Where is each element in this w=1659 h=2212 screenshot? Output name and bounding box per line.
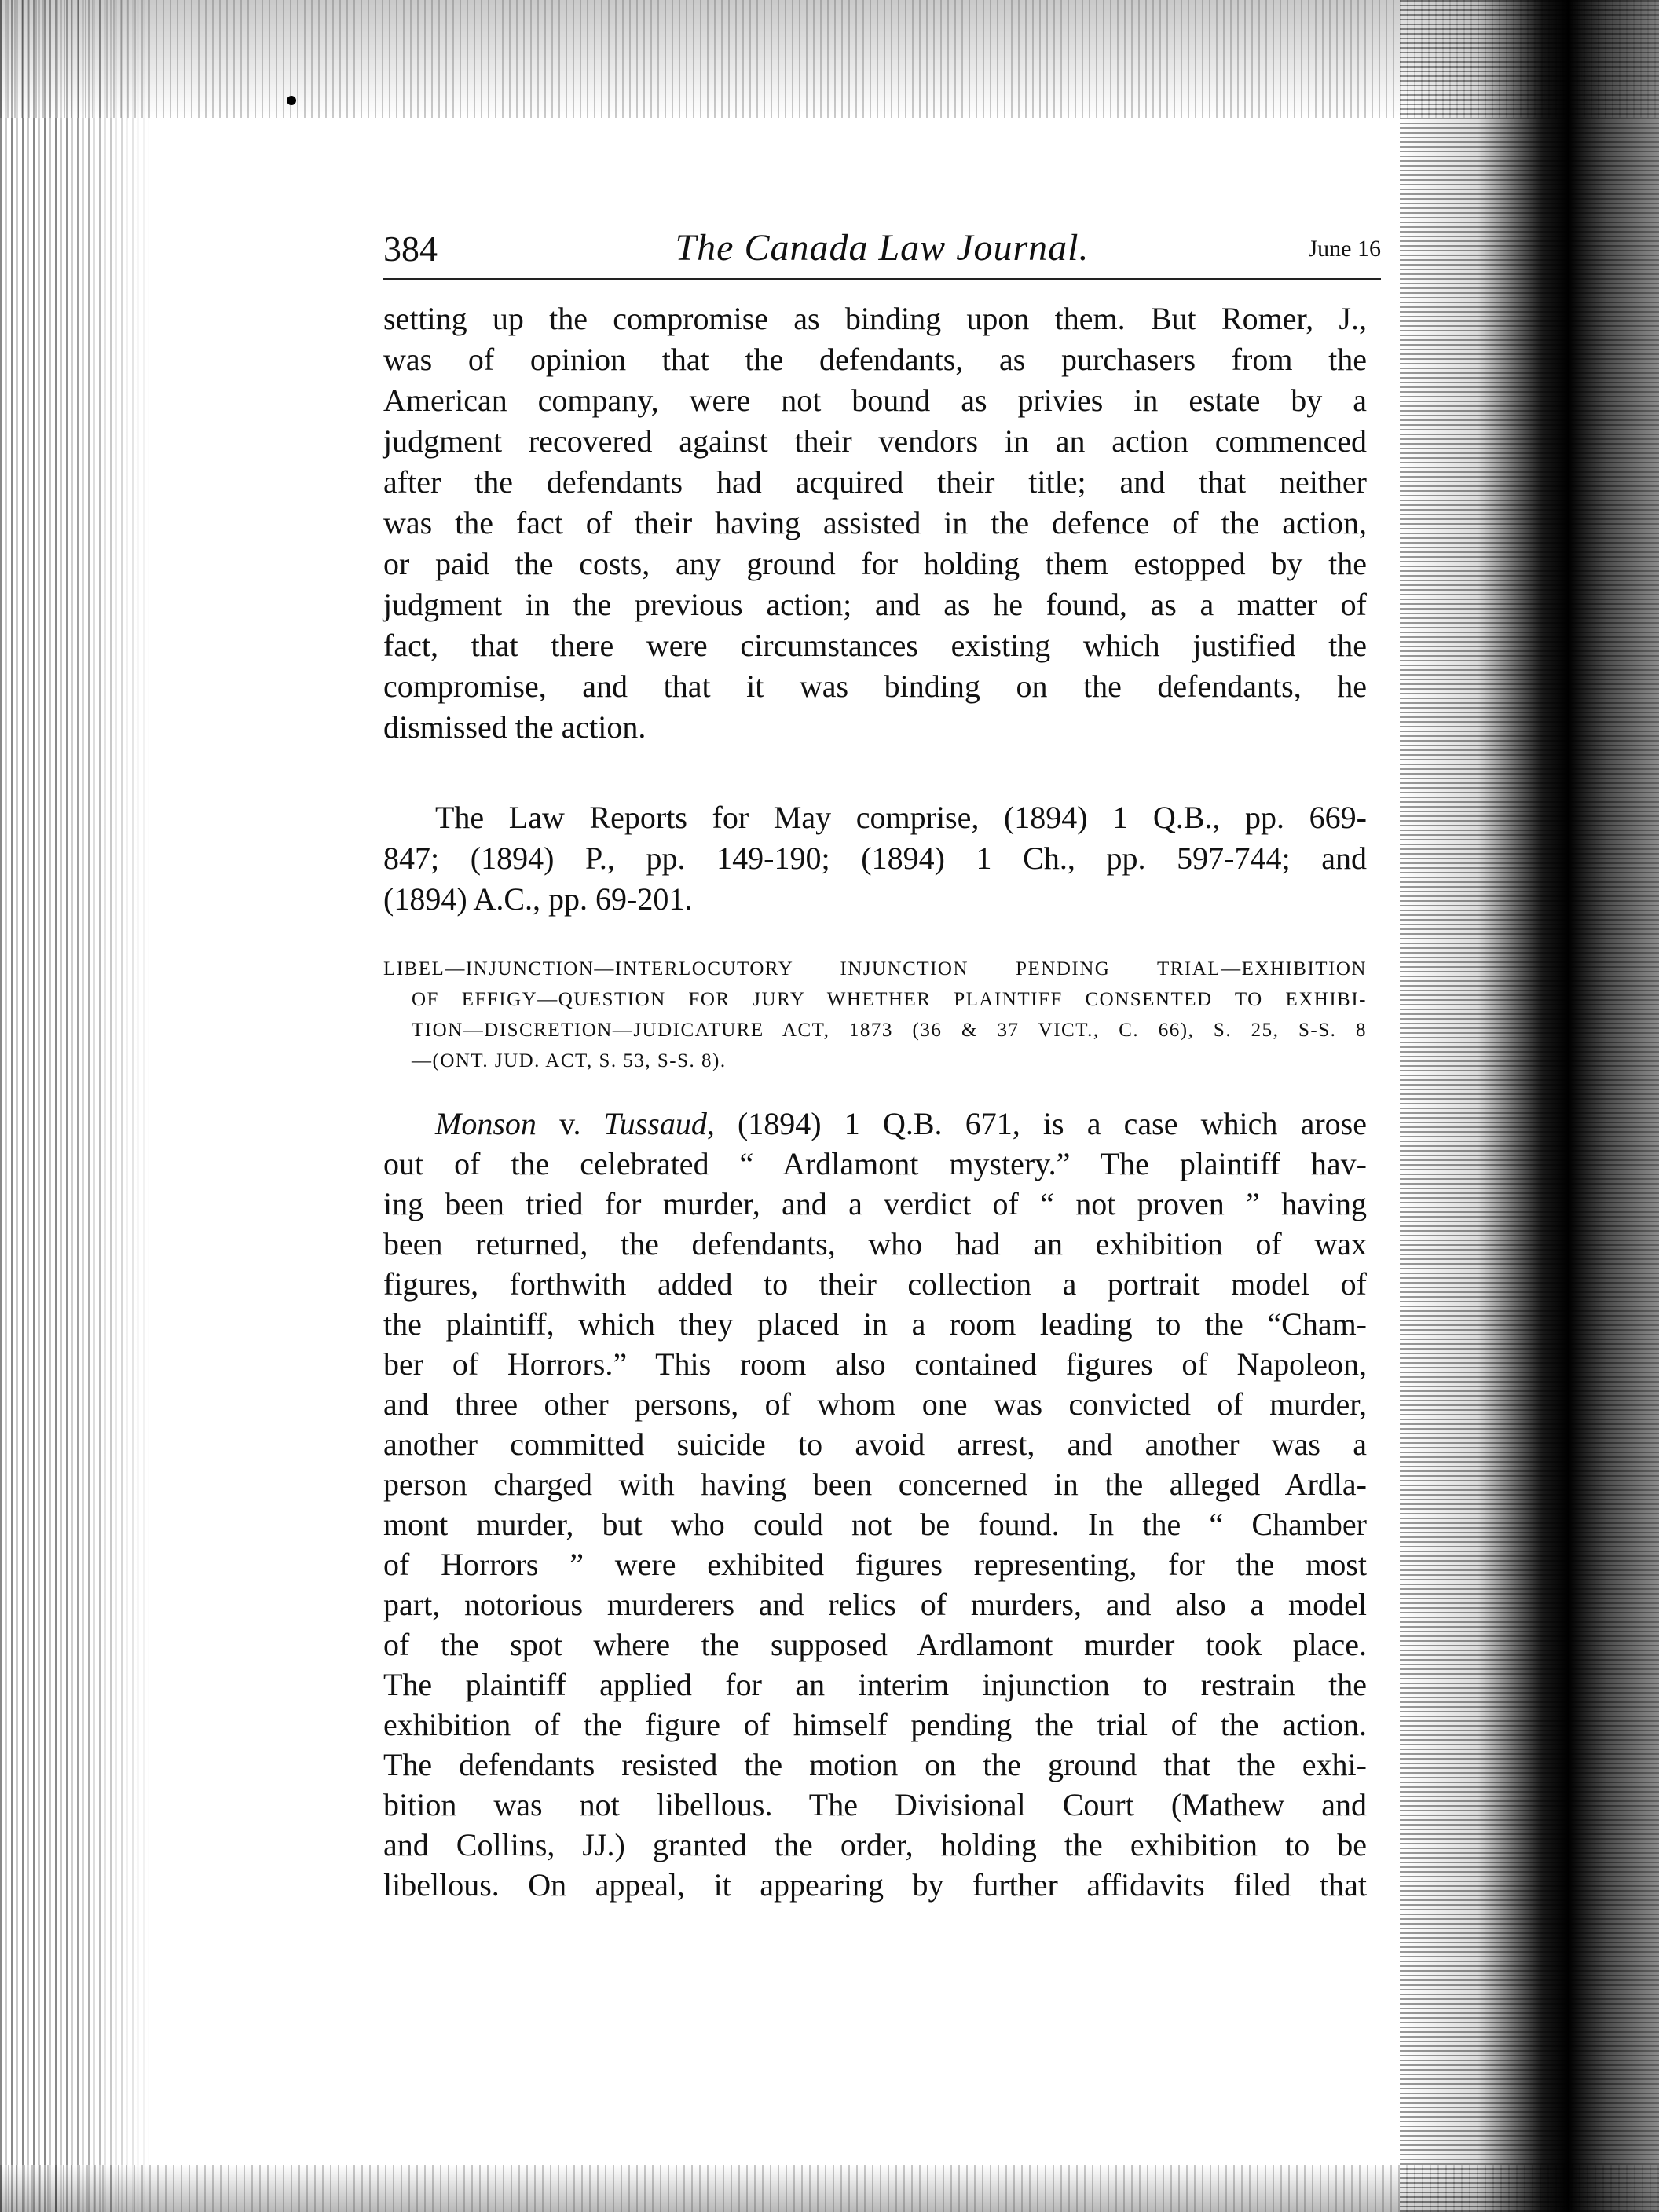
text-line: part, notorious murderers and relics of murders, and also a model — [383, 1587, 1367, 1622]
journal-title: The Canada Law Journal. — [675, 227, 1090, 269]
text-line: bition was not libellous. The Divisional Court (Mathew and — [383, 1787, 1367, 1822]
text-line — [383, 1104, 1367, 1144]
case-versus: v. — [536, 1106, 604, 1141]
text-line: out of the celebrated “ Ardlamont mystery.” The plaintiff hav- — [383, 1146, 1367, 1181]
text-line: and Collins, JJ.) granted the order, holding the exhibition to be — [383, 1827, 1367, 1862]
text-line: mont murder, but who could not be found. In the “ Chamber — [383, 1507, 1367, 1542]
text-line: of the spot where the supposed Ardlamont murder took place. — [383, 1627, 1367, 1662]
paragraph-continuation — [383, 298, 1367, 748]
running-header — [383, 228, 1381, 280]
text-line: judgment in the previous action; and as he found, as a matter of — [383, 587, 1367, 622]
case-name-plaintiff: Monson — [435, 1106, 537, 1141]
scan-border-right — [1400, 0, 1659, 2212]
text-line: figures, forthwith added to their collection a portrait model of — [383, 1266, 1367, 1302]
text-line: 847; (1894) P., pp. 149-190; (1894) 1 Ch., pp. 597-744; and — [383, 840, 1367, 876]
citation-text: , (1894) 1 Q.B. 671, is a case which arose — [706, 1106, 1367, 1141]
text-line: or paid the costs, any ground for holding them estopped by the — [383, 546, 1367, 581]
text-line: exhibition of the figure of himself pending the trial of the action. — [383, 1707, 1367, 1742]
text-line: after the defendants had acquired their title; and that neither — [383, 464, 1367, 500]
headnote-line: —(ONT. JUD. ACT, S. 53, S-S. 8). — [412, 1050, 727, 1071]
case-headnote — [383, 954, 1367, 1076]
law-reports-paragraph — [383, 797, 1367, 920]
monson-case-paragraph — [383, 1104, 1367, 1905]
headnote-line: TION—DISCRETION—JUDICATURE ACT, 1873 (36 & 37 VICT., C. 66), S. 25, S-S. 8 — [412, 1020, 1367, 1041]
scan-border-left — [0, 0, 149, 2212]
text-line: libellous. On appeal, it appearing by further affidavits filed that — [383, 1867, 1367, 1903]
text-line: was of opinion that the defendants, as purchasers from the — [383, 342, 1367, 377]
text-line: was the fact of their having assisted in the defence of the action, — [383, 505, 1367, 540]
ink-dot — [287, 96, 296, 105]
text-line: and three other persons, of whom one was convicted of murder, — [383, 1386, 1367, 1422]
text-line: been returned, the defendants, who had an exhibition of wax — [383, 1226, 1367, 1262]
text-line: compromise, and that it was binding on the defendants, he — [383, 668, 1367, 704]
text-line: (1894) A.C., pp. 69-201. — [383, 881, 693, 917]
text-line: another committed suicide to avoid arrest, and another was a — [383, 1426, 1367, 1462]
text-line: fact, that there were circumstances existing which justified the — [383, 628, 1367, 663]
case-name-defendant: Tussaud — [603, 1106, 707, 1141]
text-line: The defendants resisted the motion on the ground that the exhi- — [383, 1747, 1367, 1782]
text-line: The Law Reports for May comprise, (1894) 1 Q.B., pp. 669- — [435, 800, 1367, 835]
page-number: 384 — [383, 229, 438, 269]
text-line: ing been tried for murder, and a verdict of “ not proven ” having — [383, 1186, 1367, 1221]
text-line: setting up the compromise as binding upon them. But Romer, J., — [383, 301, 1367, 336]
text-line: dismissed the action. — [383, 709, 646, 745]
headnote-line: LIBEL—INJUNCTION—INTERLOCUTORY INJUNCTION PENDING TRIAL—EXHIBITION — [383, 958, 1367, 980]
text-line: ber of Horrors.” This room also contained figures of Napoleon, — [383, 1346, 1367, 1382]
headnote-line: OF EFFIGY—QUESTION FOR JURY WHETHER PLAINTIFF CONSENTED TO EXHIBI- — [412, 989, 1367, 1010]
text-line: the plaintiff, which they placed in a room leading to the “Cham- — [383, 1306, 1367, 1342]
text-line: of Horrors ” were exhibited figures representing, for the most — [383, 1547, 1367, 1582]
text-line: American company, were not bound as privies in estate by a — [383, 383, 1367, 418]
header-date: June 16 — [1308, 236, 1381, 262]
text-line: The plaintiff applied for an interim injunction to restrain the — [383, 1667, 1367, 1702]
text-line: judgment recovered against their vendors in an action commenced — [383, 423, 1367, 459]
text-line: person charged with having been concerned in the alleged Ardla- — [383, 1467, 1367, 1502]
